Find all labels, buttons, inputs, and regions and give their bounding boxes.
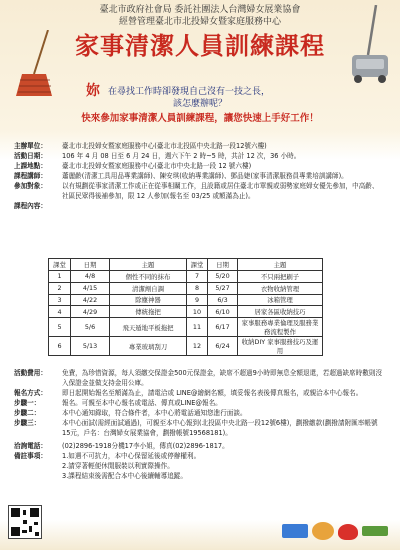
table-cell: 5/27 (208, 282, 238, 294)
table-row (49, 282, 323, 294)
info-label: 上課地點： (14, 162, 47, 170)
detail-text: 本中心通知錄取，符合條件者，本中心將電話通知您進行面談。 (62, 409, 247, 417)
detail-label: 活動費用： (14, 369, 47, 377)
organizer-line-1: 臺北市政府社會局 委託社團法人台灣婦女展業協會 (99, 5, 301, 15)
table-cell: 除塵神器 (110, 294, 187, 306)
info-text: 以有規劃從事家清潔工作或正在從事相關工作，且設籍或居住臺北市單親或弱勢家庭婦女優先參加，中高齡、社區民眾得後補參加，限 12 人參加(報名至 03/25 或額滿為止)。 (62, 182, 379, 200)
detail-label: 步驟二： (14, 409, 41, 417)
table-cell: 4/22 (71, 294, 110, 306)
detail-note-2 (14, 461, 384, 471)
detail-label: 報名方式： (14, 389, 47, 397)
partner-logo-icon (282, 518, 392, 544)
info-text: 臺北市北投婦女暨家庭服務中心(臺北市北投區中央北路一段12號六樓) (62, 142, 267, 150)
info-location (14, 161, 384, 171)
detail-step-1 (14, 398, 384, 408)
detail-label: 備註事項： (14, 452, 47, 460)
info-section (14, 141, 384, 210)
table-cell: 家事服務專業倫理及服務業務流程製作 (238, 318, 323, 337)
table-cell: 8 (187, 282, 208, 294)
table-header: 主題 (238, 259, 323, 271)
table-cell: 不只兩把刷子 (238, 271, 323, 283)
table-cell: 個性不同的抹布 (110, 271, 187, 283)
table-header-row (49, 259, 323, 271)
table-cell: 4 (49, 306, 71, 318)
info-participants (14, 181, 384, 201)
table-cell: 6/3 (208, 294, 238, 306)
table-cell: 4/8 (71, 271, 110, 283)
table-cell: 飛天遁地平板拖把 (110, 318, 187, 337)
table-header: 日期 (71, 259, 110, 271)
table-header: 課堂 (49, 259, 71, 271)
table-cell: 5/13 (71, 337, 110, 356)
table-cell: 衣物收納管理 (238, 282, 323, 294)
table-cell: 4/15 (71, 282, 110, 294)
detail-text: 本中心面試(需經面試通過)，可親至本中心報到(北投區中央北路一段12號6樓)，劃撥繳款(劃撥請附匯率帳號15元，戶名：台灣婦女展業協會，劃撥帳號19568181)。 (62, 419, 378, 437)
table-header: 課堂 (187, 259, 208, 271)
course-table (48, 258, 323, 356)
table-cell: 3 (49, 294, 71, 306)
table-cell: 12 (187, 337, 208, 356)
organizer-line-2: 經營管理臺北市北投婦女暨家庭服務中心 (118, 17, 281, 27)
table-cell: 5/6 (71, 318, 110, 337)
info-label: 課程講師： (14, 172, 47, 180)
table-cell: 5 (49, 318, 71, 337)
detail-text: 1.如遇不可抗力，本中心保留延後或停辦權利。 (62, 452, 201, 460)
info-lecturers (14, 171, 384, 181)
table-header: 主題 (110, 259, 187, 271)
table-cell: 11 (187, 318, 208, 337)
table-header: 日期 (208, 259, 238, 271)
table-cell: 6/24 (208, 337, 238, 356)
table-cell: 傳統拖把 (110, 306, 187, 318)
detail-text: 報名。可親至本中心報名或電話、傳真或LINE@報名。 (62, 399, 222, 407)
intro-line-2: 該怎麼辦呢？ (172, 99, 227, 109)
table-cell: 1 (49, 271, 71, 283)
info-organizer (14, 141, 384, 151)
detail-text: 免費，為珍惜資源，每人須繳交保證金500元保證金，缺席不超過9小時即無息全額退還，若超過缺席時數則沒入保證金並做支持金用公庫。 (62, 369, 383, 387)
detail-step-2 (14, 408, 384, 418)
info-date (14, 151, 384, 161)
detail-text: (02)2896-1918分機17李小姐，傳真(02)2896-1817。 (62, 442, 229, 450)
table-cell: 2 (49, 282, 71, 294)
detail-text: 即日起開始報名至額滿為止，請電洽或 LINE@繪網名額，填妥報名表後傳真報名，或親洽本中心報名。 (62, 389, 363, 397)
detail-step-3 (14, 418, 384, 438)
intro-line-1: 在尋找工作時卻發現自己沒有一技之長， (108, 87, 271, 97)
info-label: 活動日期： (14, 152, 47, 160)
table-cell: 7 (187, 271, 208, 283)
info-text: 臺北市北投婦女暨家庭服務中心(臺北市中央北路一段 12 號六樓) (62, 162, 252, 170)
table-cell: 專業玻璃刮刀 (110, 337, 187, 356)
intro-you: 妳 (86, 83, 100, 99)
page-title: 家事清潔人員訓練課程 (75, 32, 325, 60)
detail-label: 步驟一： (14, 399, 41, 407)
table-cell: 清潔劑自調 (110, 282, 187, 294)
table-cell: 4/29 (71, 306, 110, 318)
table-cell: 6 (49, 337, 71, 356)
qr-code-icon[interactable] (8, 505, 42, 539)
detail-contact (14, 441, 384, 451)
table-cell: 6/17 (208, 318, 238, 337)
table-row (49, 271, 323, 283)
table-cell: 居家各區收納技巧 (238, 306, 323, 318)
info-label: 參加對象： (14, 182, 47, 190)
detail-notes (14, 451, 384, 461)
info-label: 課程內容： (14, 202, 47, 210)
table-cell: 冰箱管理 (238, 294, 323, 306)
detail-note-3 (14, 471, 384, 481)
detail-label: 洽詢電話： (14, 442, 47, 450)
table-cell: 10 (187, 306, 208, 318)
table-row (49, 318, 323, 337)
table-row (49, 294, 323, 306)
detail-label: 步驟三： (14, 419, 41, 427)
detail-fee (14, 368, 384, 388)
info-text: 106 年 4 月 08 日至 6 月 24 日，週六下午 2 時~5 時，共計 12 次，36 小時。 (62, 152, 301, 160)
detail-text: 3.課程結束後需配合本中心後續輔導追蹤。 (62, 472, 187, 480)
table-row (49, 306, 323, 318)
intro-line-3: 快來參加家事清潔人員訓練課程，讓您快速上手好工作！ (81, 113, 319, 124)
details-section (14, 368, 384, 481)
info-label: 主辦單位： (14, 142, 47, 150)
table-cell: 6/10 (208, 306, 238, 318)
table-cell: 5/20 (208, 271, 238, 283)
table-cell: 收納DIY 家事服務技巧及運用 (238, 337, 323, 356)
table-cell: 9 (187, 294, 208, 306)
detail-registration (14, 388, 384, 398)
detail-text: 2.請穿著輕便休閒服裝以利實際操作。 (62, 462, 174, 470)
table-row (49, 337, 323, 356)
info-text: 蕭麗齡(清潔工具用品專業講師)、陳安琪(收納專業講師)、鄧品婕(家事清潔服務員專業培訓講師)。 (62, 172, 348, 180)
